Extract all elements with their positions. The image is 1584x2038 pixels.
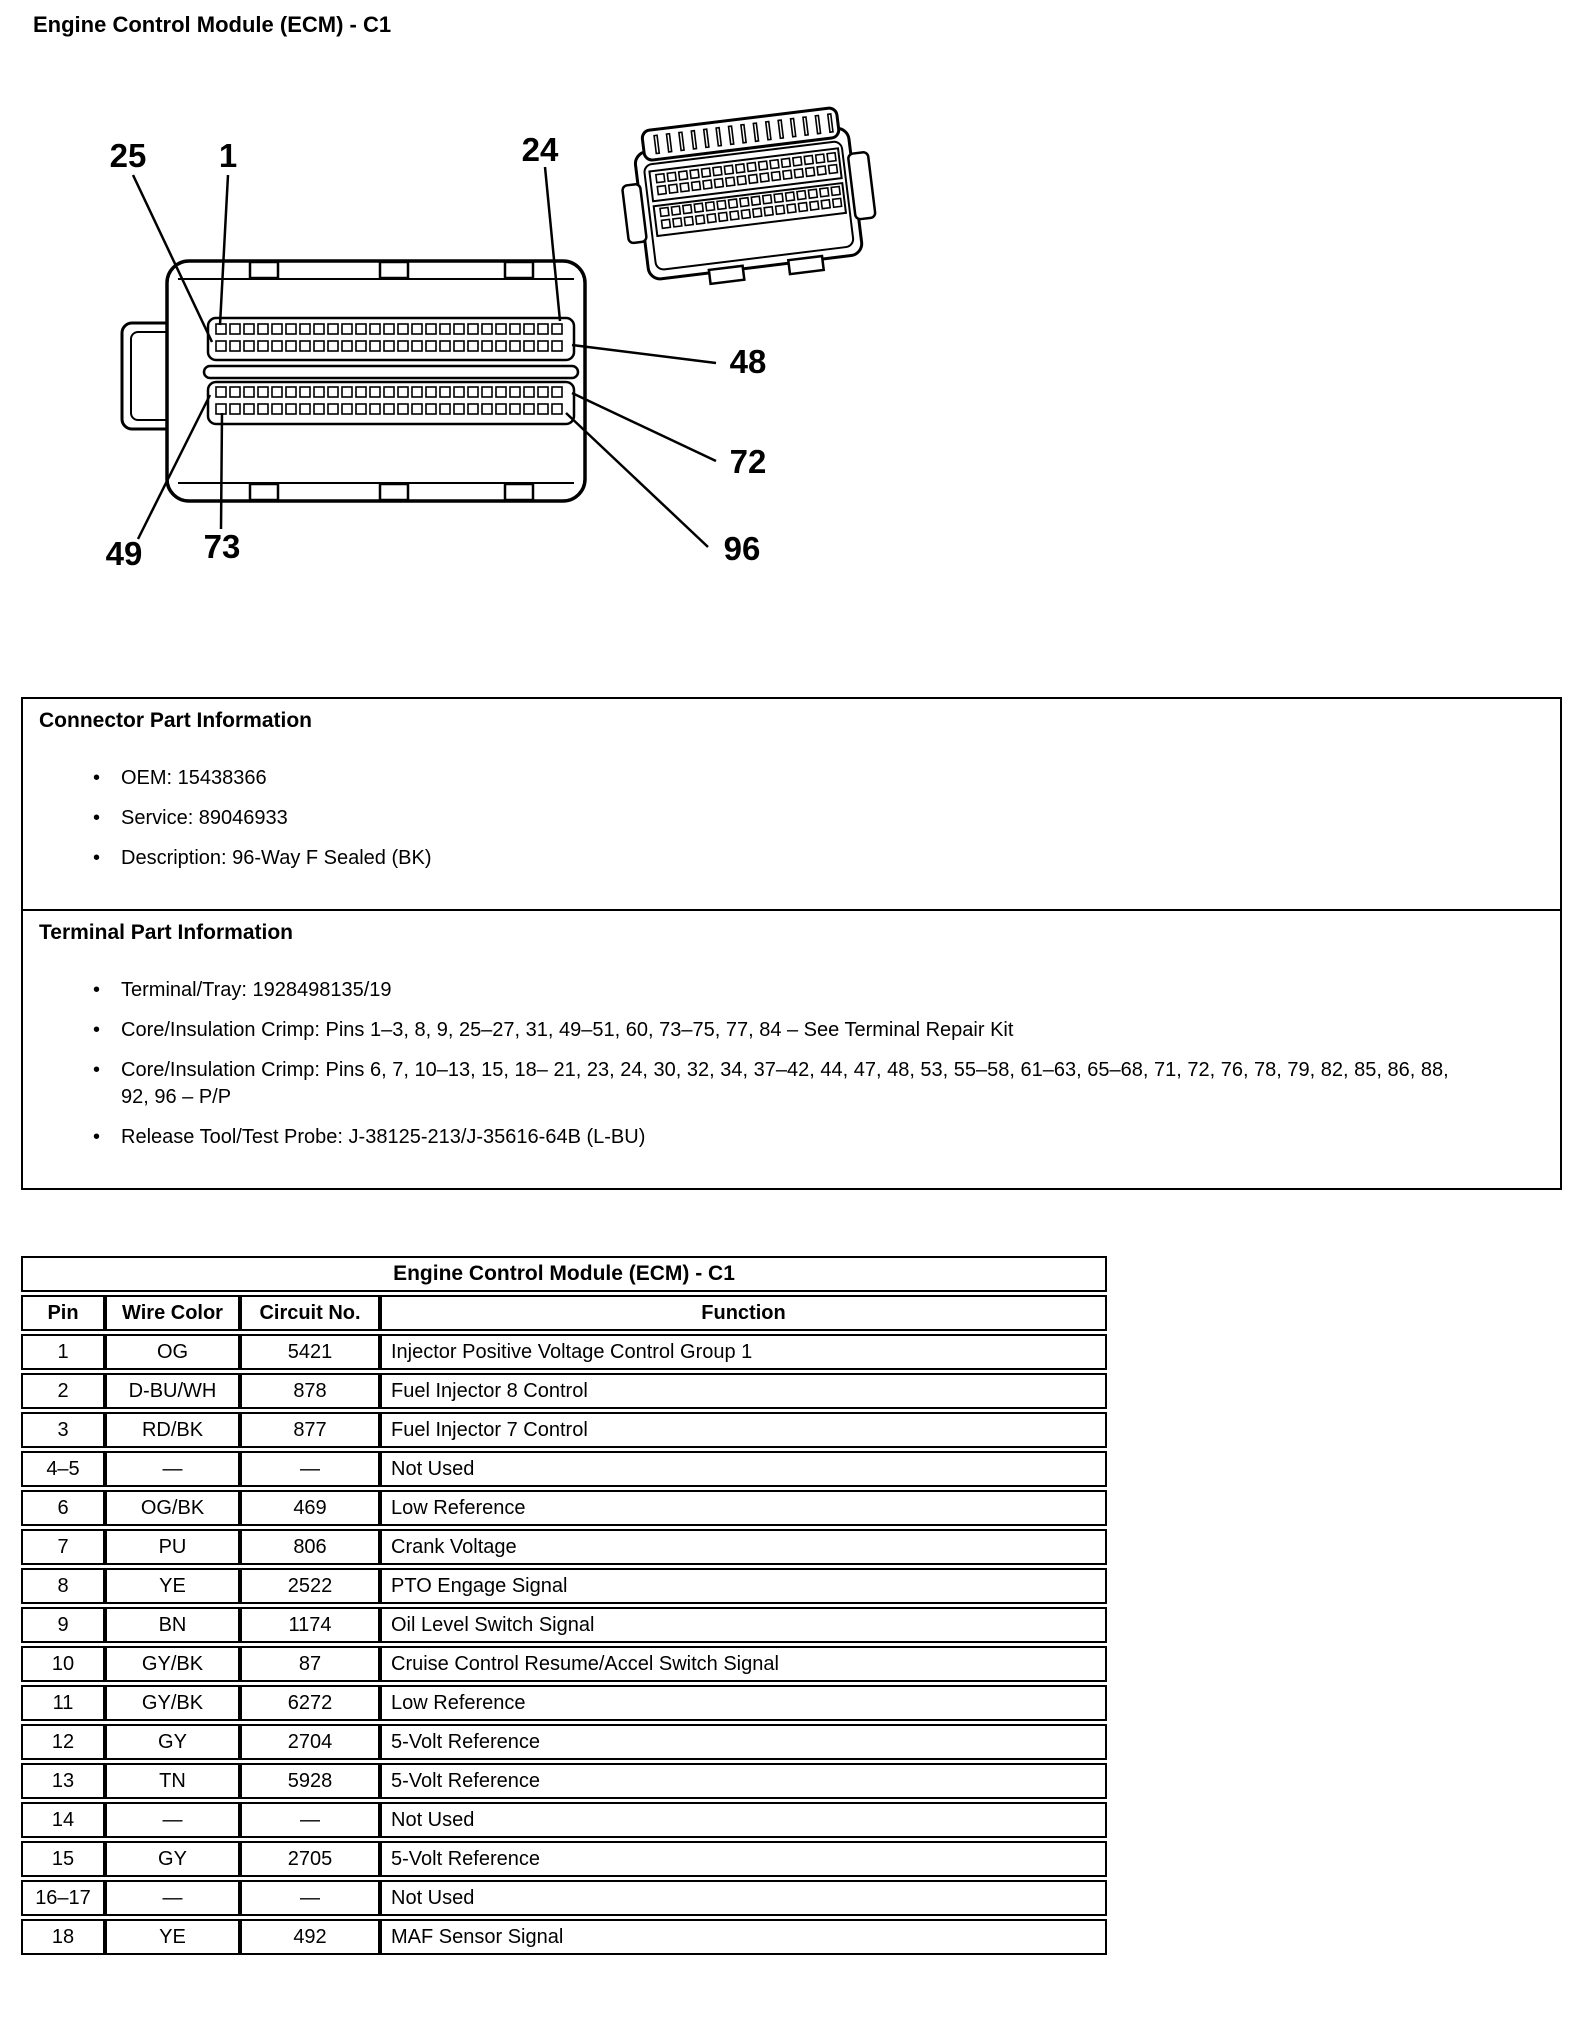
connector-part-info-title: Connector Part Information [39,709,313,732]
table-cell: 10 [21,1646,105,1682]
table-cell: 2704 [240,1724,380,1760]
table-cell: YE [105,1919,240,1955]
leader-pin48 [572,345,716,363]
table-cell: 14 [21,1802,105,1838]
connector-top-lock-tab [505,262,533,278]
table-cell: — [105,1880,240,1916]
table-cell: Oil Level Switch Signal [380,1607,1107,1643]
connector-3d-foot [709,266,744,284]
table-cell: 2 [21,1373,105,1409]
col-header-pin: Pin [21,1295,105,1331]
table-cell: 492 [240,1919,380,1955]
table-cell: Injector Positive Voltage Control Group 1 [380,1334,1107,1370]
table-row [21,1646,1107,1682]
terminal-part-info-title: Terminal Part Information [39,921,293,944]
connector-diagram [0,95,1584,595]
table-cell: 878 [240,1373,380,1409]
table-cell: 3 [21,1412,105,1448]
table-cell: 2705 [240,1841,380,1877]
bullet-item: • Core/Insulation Crimp: Pins 6, 7, 10–13, 15, 18– 21, 23, 24, 30, 32, 34, 37–42, 44, 47, 48, 53, 55–58, 61–63, 65–68, 71, 72, 76, 78, 79, 82, 85, 86, 88, 92, 96 – P/P [121,1057,1474,1111]
terminal-part-info-list [39,977,1544,1151]
table-cell: 16–17 [21,1880,105,1916]
table-row [21,1451,1107,1487]
bullet-item: • Description: 96-Way F Sealed (BK) [121,845,1474,872]
pin-table-title-row [21,1256,1107,1292]
col-header-circuit-no: Circuit No. [240,1295,380,1331]
table-cell: 11 [21,1685,105,1721]
table-cell: 4–5 [21,1451,105,1487]
table-cell: Low Reference [380,1685,1107,1721]
table-cell: 8 [21,1568,105,1604]
terminal-part-info-box [21,909,1562,1190]
connector-bottom-lock-tab [505,484,533,500]
page-title: Engine Control Module (ECM) - C1 [33,12,392,37]
bullet-item: • Release Tool/Test Probe: J-38125-213/J-35616-64B (L-BU) [121,1124,1474,1151]
table-cell: — [105,1451,240,1487]
table-cell: 5421 [240,1334,380,1370]
table-cell: 12 [21,1724,105,1760]
table-cell: GY [105,1724,240,1760]
table-cell: Not Used [380,1451,1107,1487]
connector-bottom-lock-tab [250,484,278,500]
table-cell: 877 [240,1412,380,1448]
connector-3d-foot [788,256,823,274]
table-row [21,1763,1107,1799]
callout-label-73: 73 [203,528,241,565]
callout-label-25: 25 [109,137,147,174]
connector-part-info-box [21,697,1562,911]
table-cell: PU [105,1529,240,1565]
connector-part-info-list [39,765,1544,872]
table-cell: — [240,1880,380,1916]
table-row [21,1607,1107,1643]
center-channel [204,366,578,378]
table-cell: Low Reference [380,1490,1107,1526]
bullet-item: • Core/Insulation Crimp: Pins 1–3, 8, 9, 25–27, 31, 49–51, 60, 73–75, 77, 84 – See Terminal Repair Kit [121,1017,1474,1044]
table-cell: RD/BK [105,1412,240,1448]
table-cell: 1 [21,1334,105,1370]
connector-bottom-lock-tab [380,484,408,500]
table-cell: 2522 [240,1568,380,1604]
table-cell: Cruise Control Resume/Accel Switch Signal [380,1646,1107,1682]
table-row [21,1802,1107,1838]
table-cell: 7 [21,1529,105,1565]
table-cell: Fuel Injector 8 Control [380,1373,1107,1409]
table-cell: 9 [21,1607,105,1643]
table-cell: TN [105,1763,240,1799]
table-cell: 18 [21,1919,105,1955]
table-cell: 5-Volt Reference [380,1763,1107,1799]
callout-label-24: 24 [521,131,559,168]
table-row [21,1568,1107,1604]
table-cell: 806 [240,1529,380,1565]
connector-3d-view [616,104,882,293]
callout-label-96: 96 [723,530,761,567]
table-row [21,1334,1107,1370]
table-cell: 13 [21,1763,105,1799]
table-cell: 6 [21,1490,105,1526]
table-cell: 6272 [240,1685,380,1721]
callout-label-1: 1 [218,137,238,174]
connector-top-lock-tab [250,262,278,278]
table-cell: — [240,1802,380,1838]
table-cell: 15 [21,1841,105,1877]
table-row [21,1529,1107,1565]
pin-table-header-row [21,1295,1107,1331]
table-cell: PTO Engage Signal [380,1568,1107,1604]
table-cell: — [105,1802,240,1838]
table-cell: Not Used [380,1802,1107,1838]
callout-label-49: 49 [105,535,143,572]
table-cell: Crank Voltage [380,1529,1107,1565]
bullet-item: • Service: 89046933 [121,805,1474,832]
table-cell: 5928 [240,1763,380,1799]
table-cell: Fuel Injector 7 Control [380,1412,1107,1448]
col-header-function: Function [380,1295,1107,1331]
leader-pin96 [566,413,708,547]
table-row [21,1412,1107,1448]
table-cell: GY [105,1841,240,1877]
leader-pin73 [221,413,222,529]
callout-label-72: 72 [729,443,767,480]
table-cell: 87 [240,1646,380,1682]
table-cell: 1174 [240,1607,380,1643]
table-cell: GY/BK [105,1685,240,1721]
col-header-wire-color: Wire Color [105,1295,240,1331]
table-row [21,1490,1107,1526]
table-cell: Not Used [380,1880,1107,1916]
table-row [21,1373,1107,1409]
pin-table-title: Engine Control Module (ECM) - C1 [21,1256,1107,1292]
leader-pin72 [572,393,716,461]
table-cell: 469 [240,1490,380,1526]
table-row [21,1880,1107,1916]
table-cell: 5-Volt Reference [380,1841,1107,1877]
pin-table-body [21,1334,1107,1955]
table-cell: OG [105,1334,240,1370]
table-cell: 5-Volt Reference [380,1724,1107,1760]
table-row [21,1724,1107,1760]
table-row [21,1919,1107,1955]
table-cell: YE [105,1568,240,1604]
table-cell: OG/BK [105,1490,240,1526]
pin-table [21,1253,1107,1958]
bullet-item: • OEM: 15438366 [121,765,1474,792]
table-cell: D-BU/WH [105,1373,240,1409]
callout-label-48: 48 [729,343,767,380]
table-cell: BN [105,1607,240,1643]
table-cell: — [240,1451,380,1487]
table-cell: MAF Sensor Signal [380,1919,1107,1955]
bullet-item: • Terminal/Tray: 1928498135/19 [121,977,1474,1004]
table-cell: GY/BK [105,1646,240,1682]
table-row [21,1685,1107,1721]
connector-top-lock-tab [380,262,408,278]
table-row [21,1841,1107,1877]
